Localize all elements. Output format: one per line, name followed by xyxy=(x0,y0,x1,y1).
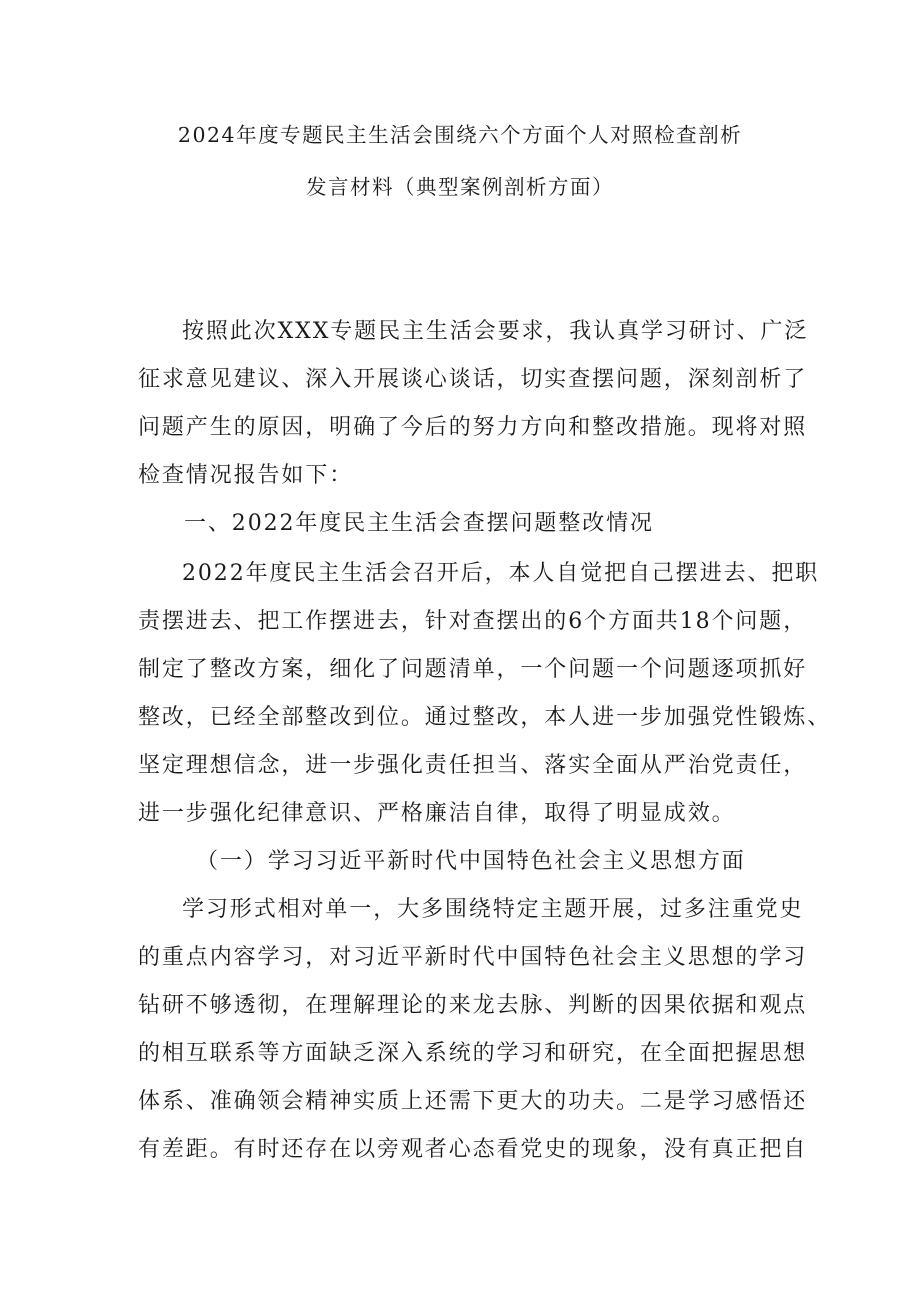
subsection-heading: （一）学习习近平新时代中国特色社会主义思想方面 xyxy=(196,849,746,874)
paragraph-line: 坚定理想信念，进一步强化责任担当、落实全面从严治党责任， xyxy=(138,753,808,778)
document-title-line-1: 2024年度专题民主生活会围绕六个方面个人对照检查剖析 xyxy=(177,123,743,147)
paragraph-line: 整改，已经全部整改到位。通过整改，本人进一步加强党性锻炼、 xyxy=(138,705,832,730)
paragraph-line: 按照此次XXX专题民主生活会要求，我认真学习研讨、广泛 xyxy=(182,319,809,344)
paragraph-line: 学习形式相对单一，大多围绕特定主题开展，过多注重党史 xyxy=(182,897,804,922)
paragraph-line: 进一步强化纪律意识、严格廉洁自律，取得了明显成效。 xyxy=(138,801,736,826)
document-title-line-2: 发言材料（典型案例剖析方面） xyxy=(306,175,614,199)
paragraph-line: 问题产生的原因，明确了今后的努力方向和整改措施。现将对照 xyxy=(138,415,808,440)
paragraph-line: 责摆进去、把工作摆进去，针对查摆出的6个方面共18个问题， xyxy=(138,609,808,634)
paragraph-line: 2022年度民主生活会召开后，本人自觉把自己摆进去、把职 xyxy=(182,561,820,586)
paragraph-line: 征求意见建议、深入开展谈心谈话，切实查摆问题，深刻剖析了 xyxy=(138,367,808,392)
paragraph-line: 的重点内容学习，对习近平新时代中国特色社会主义思想的学习 xyxy=(138,945,808,970)
paragraph-line: 有差距。有时还存在以旁观者心态看党史的现象，没有真正把自 xyxy=(138,1137,808,1162)
paragraph-line: 的相互联系等方面缺乏深入系统的学习和研究，在全面把握思想 xyxy=(138,1041,808,1066)
paragraph-line: 钻研不够透彻，在理解理论的来龙去脉、判断的因果依据和观点 xyxy=(138,993,808,1018)
paragraph-line: 体系、准确领会精神实质上还需下更大的功夫。二是学习感悟还 xyxy=(138,1089,808,1114)
paragraph-line: 制定了整改方案，细化了问题清单，一个问题一个问题逐项抓好 xyxy=(138,657,808,682)
paragraph-line: 检查情况报告如下： xyxy=(138,463,354,488)
section-heading: 一、2022年度民主生活会查摆问题整改情况 xyxy=(184,511,654,536)
